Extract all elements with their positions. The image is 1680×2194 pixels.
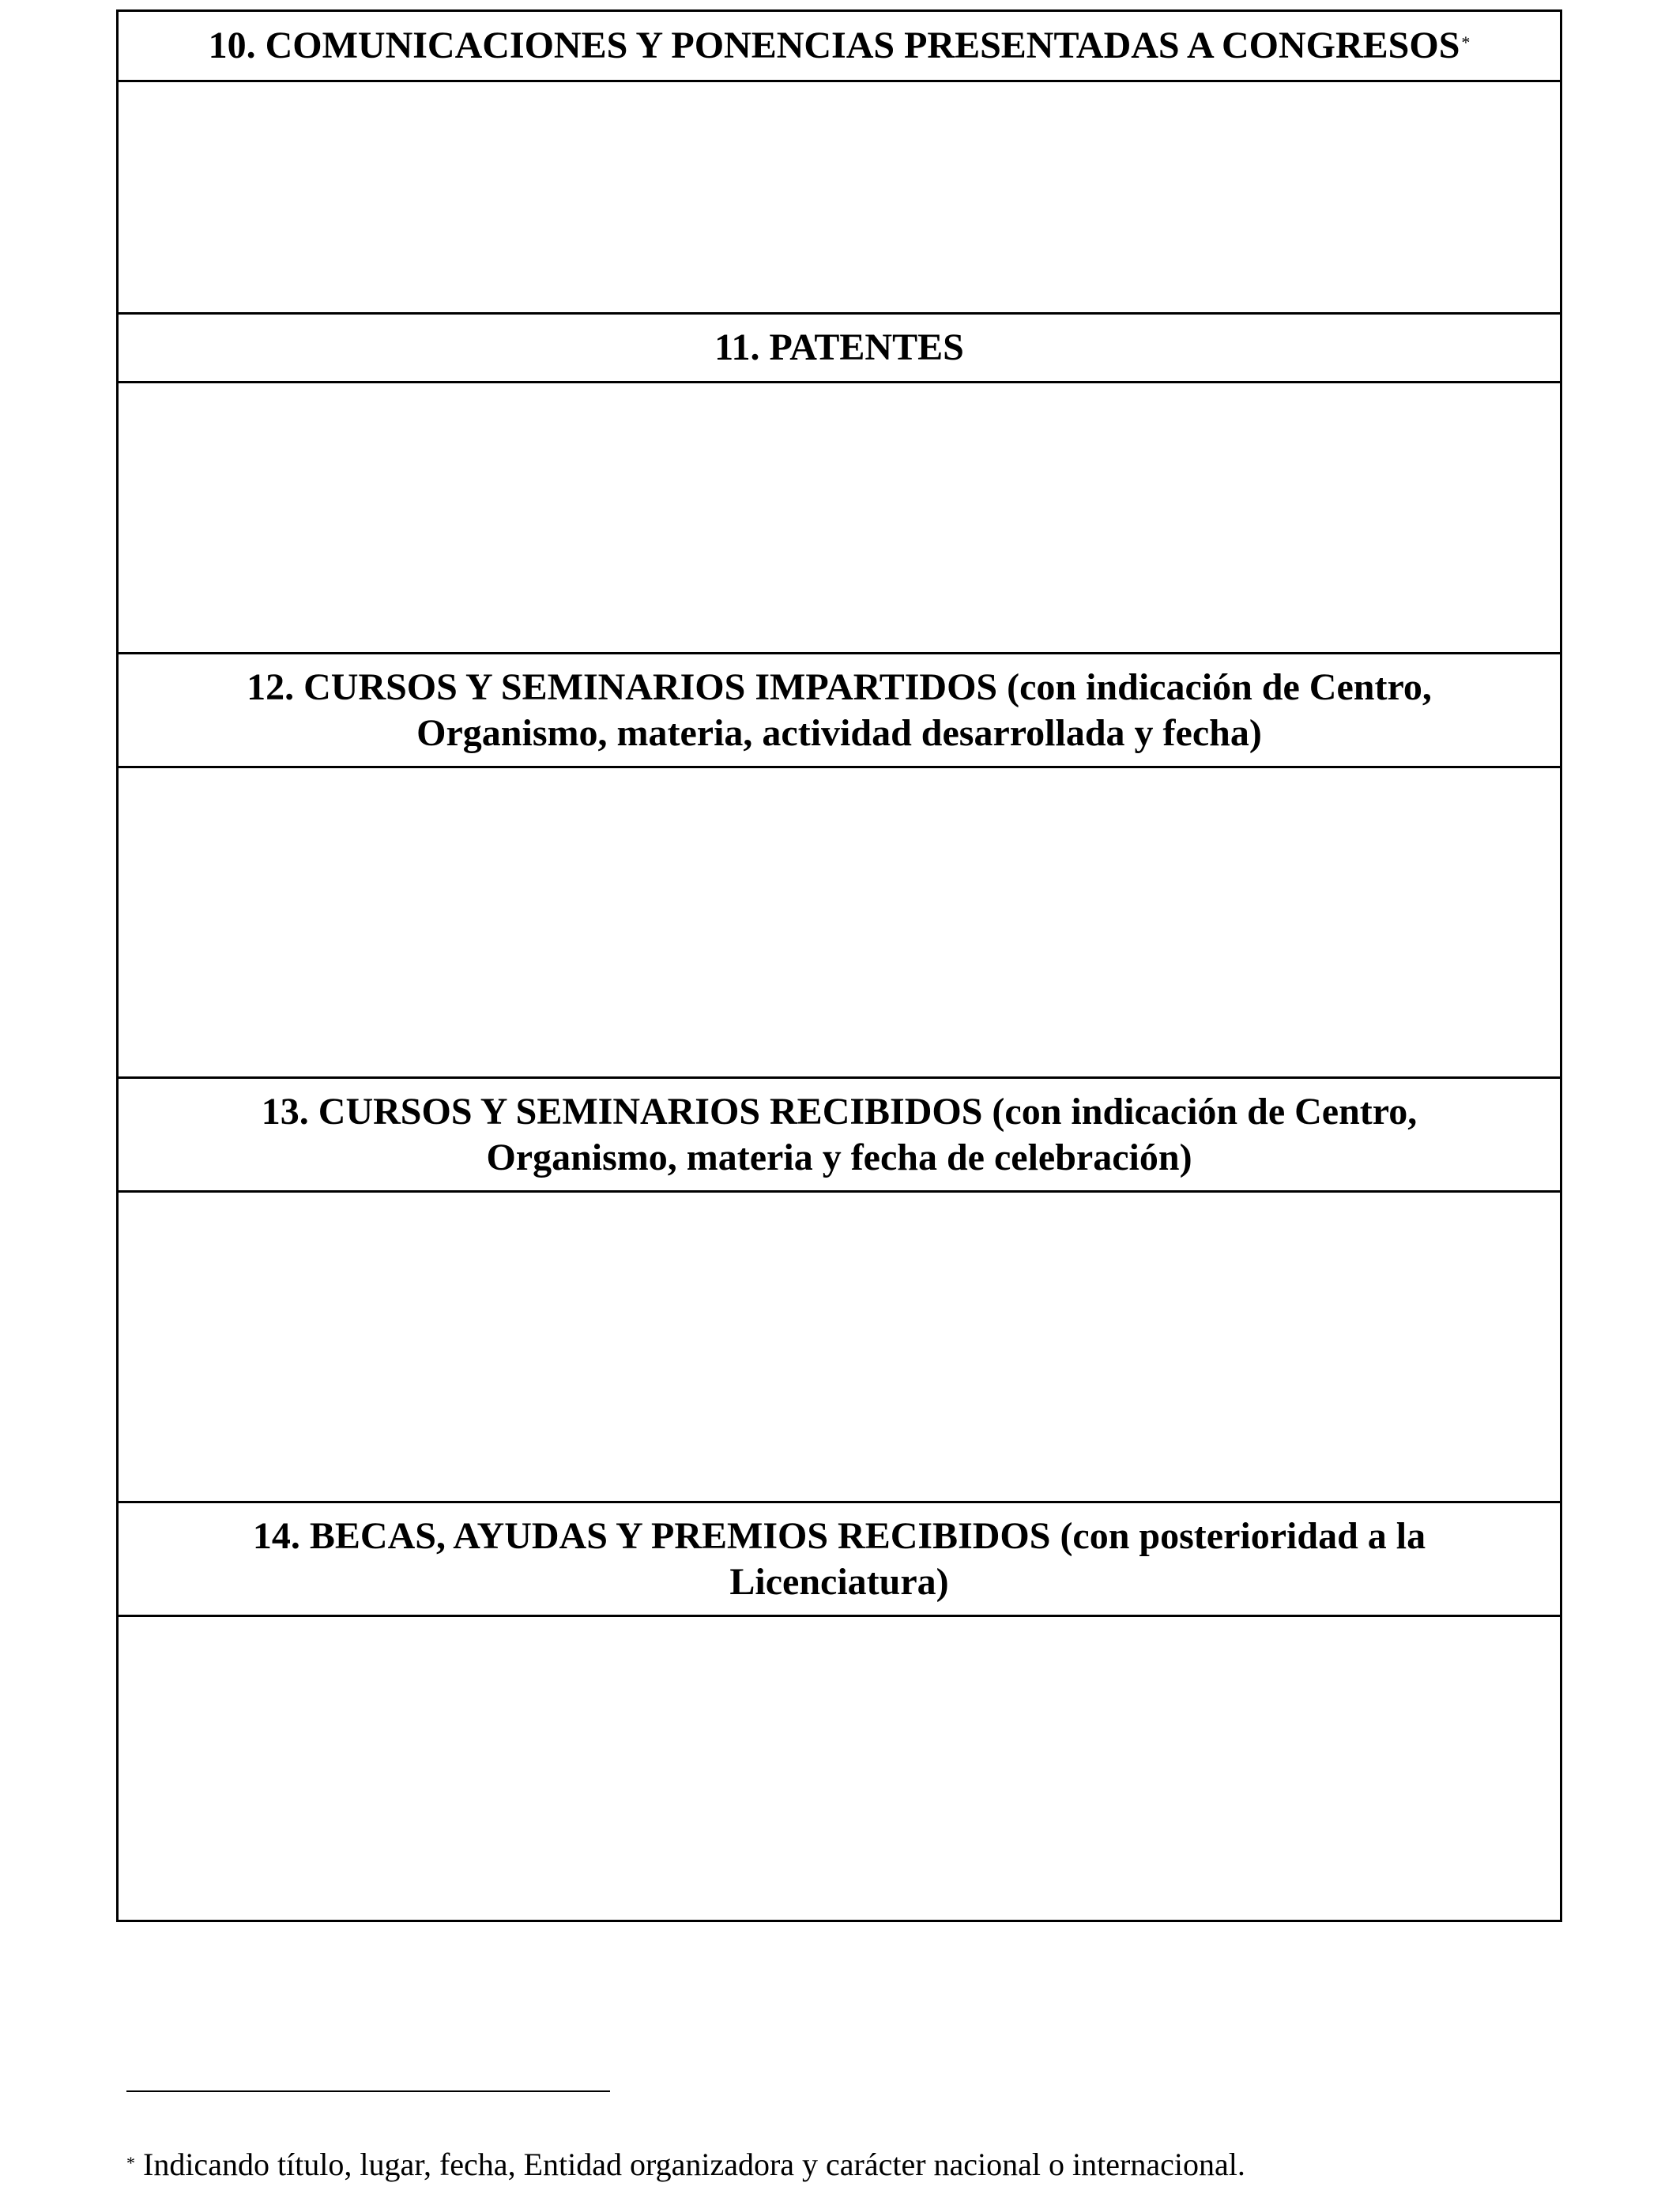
section-10-header [119,12,1560,80]
section-11-content-area[interactable] [119,383,1560,652]
section-14-header [119,1503,1560,1615]
section-12-content-area[interactable] [119,768,1560,1076]
footnote-text: Indicando título, lugar, fecha, Entidad organizadora y carácter nacional o internacional. [143,2147,1245,2182]
section-10-footnote-mark: * [1461,32,1471,52]
section-13-header [119,1079,1560,1190]
footnote-mark: * [126,2153,135,2173]
section-11-title: 11. PATENTES [714,326,964,368]
section-14-title: 14. BECAS, AYUDAS Y PREMIOS RECIBIDOS (con posterioridad a la Licenciatura) [252,1514,1426,1603]
footnote-separator [126,2090,610,2092]
section-14-content-area[interactable] [119,1617,1560,1920]
section-13-content-area[interactable] [119,1193,1560,1501]
section-10-title: 10. COMUNICACIONES Y PONENCIAS PRESENTADAS A CONGRESOS [208,25,1460,66]
section-11-header [119,315,1560,381]
footnote [126,2145,1245,2185]
section-12-header [119,654,1560,766]
section-10-content-area[interactable] [119,82,1560,312]
cv-form-table [116,9,1562,1922]
section-12-title: 12. CURSOS Y SEMINARIOS IMPARTIDOS (con indicación de Centro, Organismo, materia, actividad desarrollada y fecha) [247,665,1432,754]
section-13-title: 13. CURSOS Y SEMINARIOS RECIBIDOS (con indicación de Centro, Organismo, materia y fecha de celebración) [261,1090,1418,1178]
